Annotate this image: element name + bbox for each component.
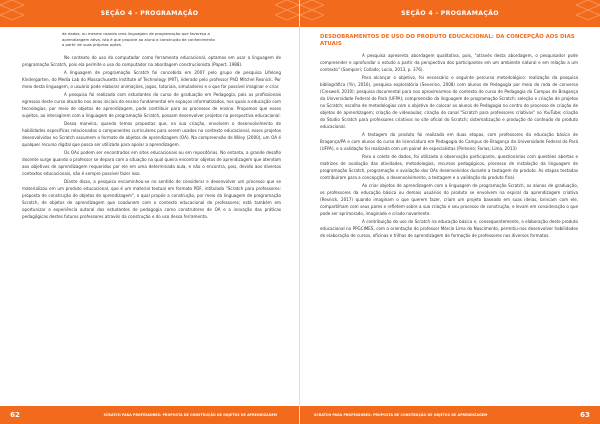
paragraph: A testagem do produto foi realizada em duas etapas, com professores da educação básica de Bragança/PA e com alunos do curso de licenciatura em Pedagogia do Campus de Bragança da Universidade Federal do Pará (UFPA), e a validação foi realizada com um painel de especialistas (Pinheiro; Farias; Lima, 2013) — [320, 132, 578, 151]
right-header-title: SEÇÃO 4 - PROGRAMAÇÃO — [401, 10, 499, 17]
header-pattern-icon — [300, 0, 324, 27]
quote-line: a partir de suas próprias ações. — [62, 42, 122, 47]
left-header — [0, 0, 299, 27]
header-pattern-icon — [576, 0, 600, 27]
header-pattern-icon — [0, 0, 24, 27]
quote-line: de dados; ou mesmo usando uma linguagem de programação que favoreça a — [62, 31, 210, 36]
paragraph: No contexto do uso do computador como ferramenta educacional, optamos em usar a linguagem de programação Scratch, pois ela permite o uso do computador na abordagem construcionista (Papert, 1988). — [22, 54, 281, 67]
right-page — [300, 0, 600, 424]
quote-line: aprendizagem ativa, isto é que propicie ao aluno a construção de conhecimento — [62, 36, 215, 42]
paragraph: Diante disso, a pesquisa encaminhou-se no sentido de considerar e desenvolver um processo que se materializou em um produto educacional, que é um material textual em formato PDF, intitulado "Scratch para professores: proposta de construção de objetos de aprendizagem", o qual propõe a construção, por meio da linguagem de programação Scratch, de objetos de aprendizagem que coadunem com o contexto educacional de professores; está também em oportunizar a experiência autoral dos estudantes de pedagogia como construtores de OA e a inovação das práticas pedagógicas destes futuros professores através da construção e do uso dessa ferramenta. — [22, 178, 281, 219]
paragraph: Dessa maneira, quando temos propostas que, na sua criação, envolvem o desenvolvimento de habilidades específicas relacionadas a componentes curriculares para serem usados no contexto educacional, esses projetos desenvolvidos no Scratch assumem o formato de objetos de aprendizagem (OA). Na compreensão de Wiley (2000), um OA é qualquer recurso digital que possa ser utilizado para apoiar a aprendizagem. — [22, 120, 281, 147]
footer-title: SCRATCH PARA PROFESSORES: PROPOSTA DE CONSTRUÇÃO DE OBJETOS DE APRENDIZAGEM — [103, 413, 277, 417]
paragraph: A pesquisa apresenta abordagem qualitativa, pois, "através desta abordagem, o pesquisador pode compreender e aprofundar o estudo a partir da perspectiva dos participantes em um ambiente natural e em relação a um contexto" (Sampieri; Collado; Lucio, 2013, p. 376). — [320, 53, 578, 72]
paragraph: A contribuição do uso do Scratch na educação básica e, consequentemente, a elaboração deste produto educacional no PPGCIMES, com a orientação do professor Márcio Lima do Nascimento, permitiu-nos desenvolver habilidades de elaboração de cursos, oficinas e trilhas de aprendizagem de formação de professores nos diversos formatos. — [320, 219, 578, 238]
paragraph: A pesquisa foi realizada com estudantes do curso de graduação em Pedagogia, pois os profissionais egressos deste curso atuarão nos anos iniciais do ensino fundamental em espaços informatizados, nos quais a educação com tecnologias, por meio de objetos de aprendizagem, pode contribuir para os processos de ensino. Propomos que esses sujeitos, ao interagirem com a linguagem de programação Scratch, possam desenvolver projetos na perspectiva educacional. — [22, 91, 281, 118]
block-quote — [62, 31, 281, 48]
left-header-title: SEÇÃO 4 - PROGRAMAÇÃO — [100, 10, 199, 17]
page-number: 62 — [10, 411, 20, 419]
right-body — [320, 34, 578, 402]
header-pattern-icon — [275, 0, 299, 27]
page-number: 63 — [580, 411, 590, 419]
left-footer — [0, 406, 299, 424]
paragraph: Ao criar objetos de aprendizagem com a linguagem de programação Scratch, os alunos de graduação, os professores da educação básica ou demais usuários do produto se envolvem na espiral da aprendizagem criativa (Resnick, 2017) quando imaginam o que querem fazer, criam um projeto baseado em suas ideias, brincam com ele, compartilham com seus pares e refletem sobre a sua criação e seu processo de construção, e levam em consideração o que pode ser aprimorado, imaginado e criado novamente. — [320, 183, 578, 216]
footer-title: SCRATCH PARA PROFESSORES: PROPOSTA DE CONSTRUÇÃO DE OBJETOS DE APRENDIZAGEM — [314, 413, 488, 417]
paragraph: A linguagem de programação Scratch foi concebida em 2007 pelo grupo de pesquisa Lifelong Kindergarten, do Media Lab do Massachusetts Institute of Technology (MIT), liderado pelo professor PhD Mitchel Resnick. Por meio desta linguagem, o usuário pode elaborar animações, jogos, tutoriais, simuladores e o que for possível imaginar e criar. — [22, 69, 281, 89]
paragraph: Os OAs podem ser encontrados em sites educacionais ou em repositórios. No entanto, a grande desafio docente surge quando o professor se depara com a situação na qual queira encontrar objetos de aprendizagem que atendam aos objetivos de aprendizagem requeridos por ele em uma determinada aula, e não o encontra, pois, devido aos diversos contextos educacionais, não é sempre possível fazer isso. — [22, 149, 281, 176]
paragraph: Para alcançar o objetivo, foi necessário o seguinte percurso metodológico: realização da pesquisa bibliográfica (Yin, 2016), pesquisa exploratória (Severino, 2008) com alunos de Pedagogia por meio de roda de conversa (Creswell, 2010); pesquisa documental para nos aproximarmos do contexto do curso de Pedagogia do Campus de Bragança da Universidade Federal do Pará (UFPA); compreensão da linguagem de programação Scratch; seleção e criação de projetos no Scratch; escolha de metodologias com o objetivo de colocar os alunos de Pedagogia no centro do processo de criação de objetos de aprendizagem; criação de videoaulas; criação do canal "Scratch para professores criativos" no YouTube; criação do Studio Scratch para professores criativos no site oficial do Scratch; sistematização e produção do conteúdo do produto educacional. — [320, 75, 578, 129]
section-heading: DESDOBRAMENTOS DE USO DO PRODUTO EDUCACIONAL: DA CONCEPÇÃO AOS DIAS ATUAIS — [320, 34, 575, 47]
paragraph: Para a coleta de dados, foi utilizada a observação participante, questionários com questões abertas e matrizes de avaliação das atividades, metodologias, recursos pedagógicos, processo de instalação da linguagem de programação Scratch, programação e avaliação dos OAs desenvolvidos durante a testagem do produto. As etapas testadas contribuíram para a concepção, o desenvolvimento, a testagem e a validação do produto final. — [320, 154, 578, 180]
right-footer — [300, 406, 600, 424]
right-header — [300, 0, 600, 27]
left-body — [22, 31, 281, 402]
